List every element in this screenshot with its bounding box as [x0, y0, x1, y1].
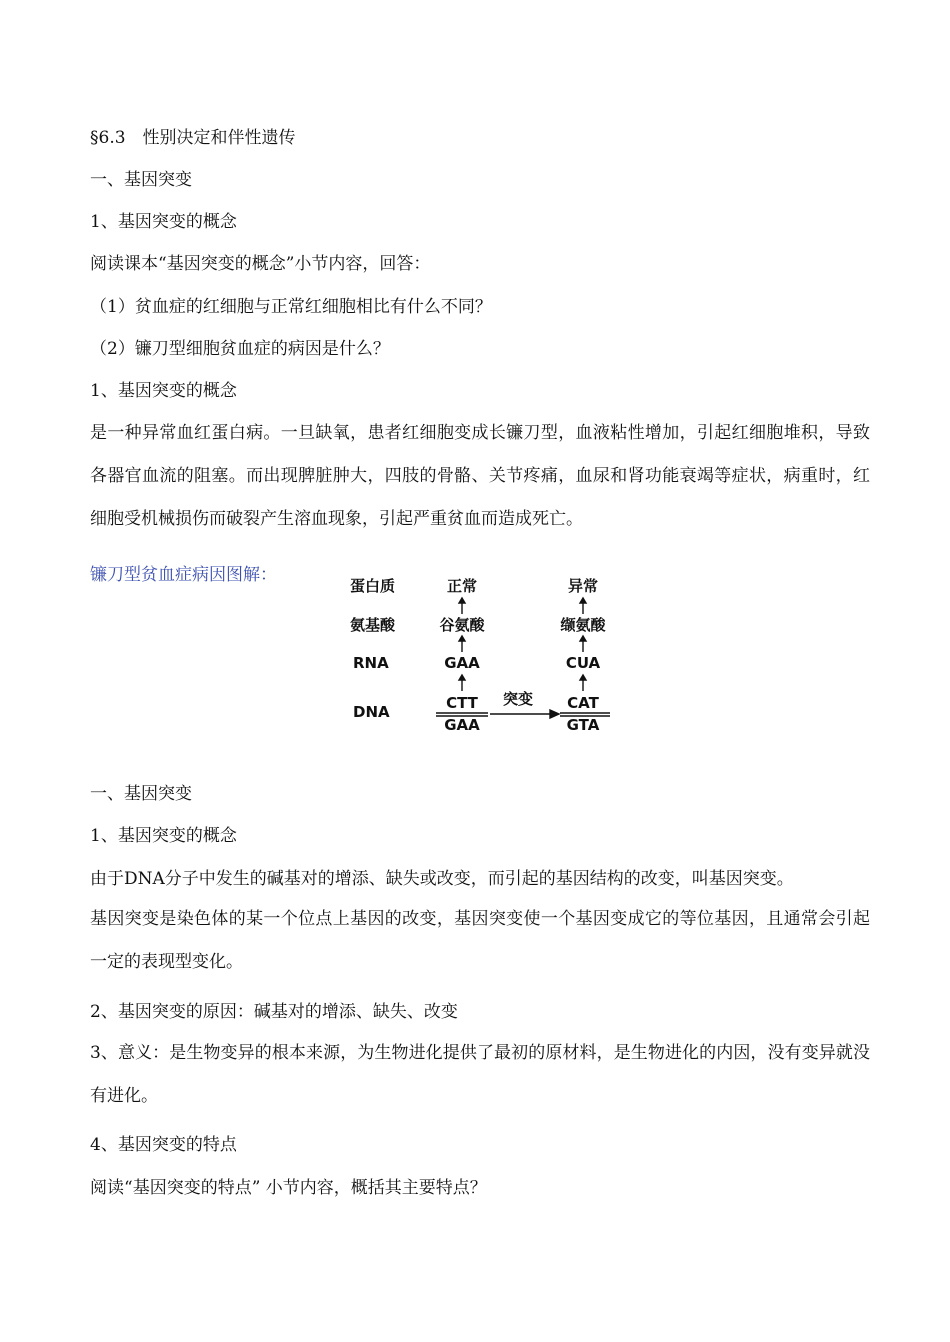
subheading-concept-3: 1、基因突变的概念	[90, 826, 237, 846]
normal-rna: GAA	[444, 654, 480, 672]
arrow-up-icon	[580, 598, 586, 603]
features-heading: 4、基因突变的特点	[90, 1135, 237, 1155]
label-rna: RNA	[353, 654, 389, 672]
section-title: §6.3 性别决定和伴性遗传	[90, 128, 296, 148]
mutant-dna-top: CAT	[567, 694, 599, 712]
heading-gene-mutation-2: 一、基因突变	[90, 784, 192, 804]
arrow-up-icon	[580, 675, 586, 680]
definition-paragraph: 基因突变是染色体的某一个位点上基因的改变，基因突变使一个基因变成它的等位基因，且通常会引起一定的表现型变化。	[90, 909, 870, 972]
question-1: （1）贫血症的红细胞与正常红细胞相比有什么不同？	[90, 297, 492, 317]
diagram-caption: 镰刀型贫血症病因图解：	[90, 565, 277, 585]
label-dna: DNA	[353, 703, 390, 721]
diagram-arrows	[330, 570, 650, 745]
label-protein: 蛋白质	[350, 577, 396, 595]
heading-gene-mutation: 一、基因突变	[90, 170, 192, 190]
sickle-cell-paragraph: 是一种异常血红蛋白病。一旦缺氧，患者红细胞变成长镰刀型，血液粘性增加，引起红细胞堆积，导致各器官血流的阻塞。而出现脾脏肿大，四肢的骨骼、关节疼痛，血尿和肾功能衰竭等症状，病重时，红细胞受机械损伤而破裂产生溶血现象，引起严重贫血而造成死亡。	[90, 423, 870, 529]
reading-instruction: 阅读课本“基因突变的概念”小节内容，回答：	[90, 254, 431, 274]
sickle-cell-diagram	[330, 570, 650, 745]
meaning-paragraph: 3、意义：是生物变异的根本来源，为生物进化提供了最初的原材料，是生物进化的内因，没有变异就没有进化。	[90, 1043, 870, 1106]
mutant-rna: CUA	[565, 654, 601, 672]
mutant-protein: 异常	[567, 577, 598, 595]
label-amino-acid: 氨基酸	[350, 616, 396, 634]
arrow-up-icon	[459, 598, 465, 603]
mutation-arrow-icon	[550, 710, 559, 718]
arrow-up-icon	[459, 636, 465, 641]
normal-amino-acid: 谷氨酸	[439, 616, 485, 634]
question-2: （2）镰刀型细胞贫血症的病因是什么？	[90, 339, 390, 359]
normal-dna-top: CTT	[446, 694, 478, 712]
features-reading: 阅读“基因突变的特点” 小节内容，概括其主要特点？	[90, 1178, 487, 1198]
arrow-up-icon	[580, 636, 586, 641]
subheading-concept-2: 1、基因突变的概念	[90, 381, 237, 401]
mutation-label: 突变	[503, 690, 534, 708]
subheading-concept: 1、基因突变的概念	[90, 212, 237, 232]
mutant-dna-bottom: GTA	[566, 716, 600, 734]
definition-line: 由于DNA分子中发生的碱基对的增添、缺失或改变，而引起的基因结构的改变，叫基因突变。	[90, 869, 794, 889]
arrow-up-icon	[459, 675, 465, 680]
normal-dna-bottom: GAA	[444, 716, 480, 734]
cause-line: 2、基因突变的原因：碱基对的增添、缺失、改变	[90, 1002, 458, 1022]
mutant-amino-acid: 缬氨酸	[560, 616, 606, 634]
normal-protein: 正常	[446, 577, 477, 595]
